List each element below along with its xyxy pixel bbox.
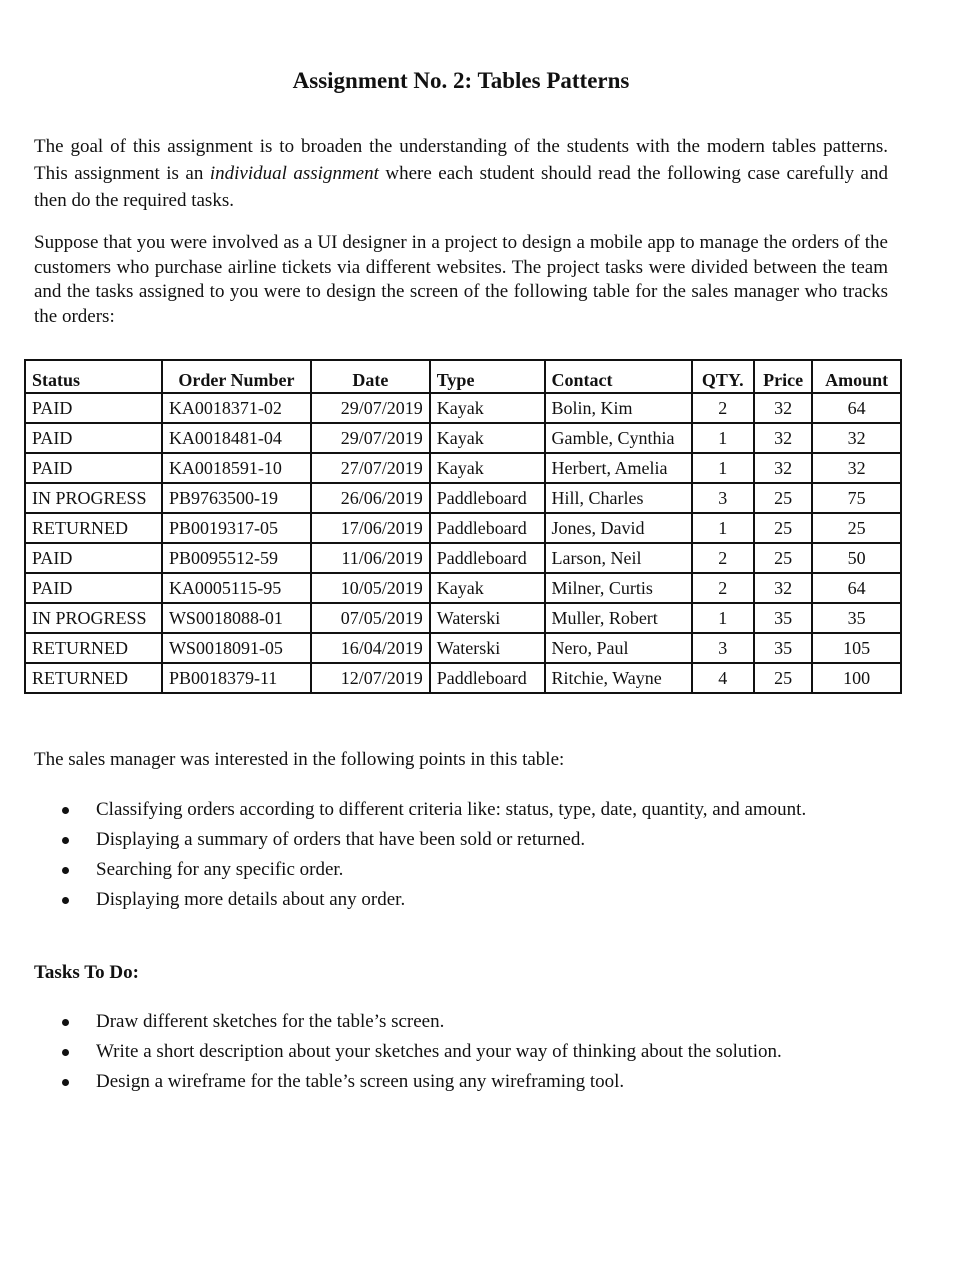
- cell-contact: Larson, Neil: [545, 543, 692, 573]
- cell-qty: 3: [692, 633, 754, 663]
- cell-date: 26/06/2019: [311, 483, 430, 513]
- header-price: Price: [754, 360, 812, 393]
- cell-type: Kayak: [430, 423, 545, 453]
- list-item: [34, 1067, 782, 1097]
- cell-amount: 35: [812, 603, 901, 633]
- cell-date: 29/07/2019: [311, 393, 430, 423]
- cell-price: 25: [754, 543, 812, 573]
- bullet-icon: [62, 867, 69, 874]
- bullet-icon: [62, 807, 69, 814]
- header-order-number: Order Number: [162, 360, 311, 393]
- cell-amount: 75: [812, 483, 901, 513]
- cell-price: 32: [754, 393, 812, 423]
- header-date: Date: [311, 360, 430, 393]
- table-row: [25, 633, 901, 663]
- cell-order-number: WS0018091-05: [162, 633, 311, 663]
- cell-amount: 64: [812, 573, 901, 603]
- header-type: Type: [430, 360, 545, 393]
- cell-order-number: PB9763500-19: [162, 483, 311, 513]
- header-amount: Amount: [812, 360, 901, 393]
- header-qty: QTY.: [692, 360, 754, 393]
- table-row: [25, 483, 901, 513]
- page-title: Assignment No. 2: Tables Patterns: [292, 68, 630, 93]
- cell-contact: Muller, Robert: [545, 603, 692, 633]
- cell-qty: 2: [692, 393, 754, 423]
- cell-order-number: KA0018591-10: [162, 453, 311, 483]
- cell-amount: 64: [812, 393, 901, 423]
- table-row: [25, 423, 901, 453]
- cell-qty: 4: [692, 663, 754, 693]
- cell-order-number: PB0095512-59: [162, 543, 311, 573]
- list-item-text: Searching for any specific order.: [96, 859, 344, 880]
- orders-table: [24, 359, 902, 694]
- header-contact: Contact: [545, 360, 692, 393]
- bullet-icon: [62, 1019, 69, 1026]
- cell-qty: 2: [692, 573, 754, 603]
- cell-status: PAID: [25, 423, 162, 453]
- cell-order-number: PB0019317-05: [162, 513, 311, 543]
- table-row: [25, 663, 901, 693]
- list-item: [34, 1037, 782, 1067]
- cell-qty: 1: [692, 513, 754, 543]
- table-row: [25, 543, 901, 573]
- list-item: [34, 825, 806, 855]
- list-item-text: Write a short description about your sketches and your way of thinking about the solution.: [96, 1041, 782, 1062]
- cell-status: RETURNED: [25, 633, 162, 663]
- cell-amount: 105: [812, 633, 901, 663]
- cell-date: 11/06/2019: [311, 543, 430, 573]
- table-row: [25, 603, 901, 633]
- cell-type: Paddleboard: [430, 513, 545, 543]
- cell-date: 07/05/2019: [311, 603, 430, 633]
- list-item: [34, 855, 806, 885]
- cell-amount: 50: [812, 543, 901, 573]
- list-item: [34, 1007, 782, 1037]
- list-item: [34, 885, 806, 915]
- cell-status: RETURNED: [25, 663, 162, 693]
- cell-status: IN PROGRESS: [25, 483, 162, 513]
- scenario-paragraph: Suppose that you were involved as a UI designer in a project to design a mobile app to manage the orders of the customers who purchase airline tickets via different websites. The project tasks were divided between the team and the tasks assigned to you were to design the screen of the following table for the sales manager who tracks the orders:: [34, 232, 888, 327]
- cell-contact: Bolin, Kim: [545, 393, 692, 423]
- cell-type: Paddleboard: [430, 483, 545, 513]
- cell-type: Kayak: [430, 453, 545, 483]
- cell-type: Paddleboard: [430, 663, 545, 693]
- cell-status: IN PROGRESS: [25, 603, 162, 633]
- cell-amount: 32: [812, 423, 901, 453]
- list-item-text: Classifying orders according to different criteria like: status, type, date, quantity, and amount.: [96, 799, 807, 820]
- cell-price: 35: [754, 633, 812, 663]
- goal-text-emphasis: individual assignment: [209, 163, 379, 184]
- bullet-icon: [62, 837, 69, 844]
- goal-text-start: The goal of this assignment is to broaden the understanding of the students with the modern tables patterns. This assignment is an: [34, 136, 888, 184]
- table-row: [25, 513, 901, 543]
- list-item-text: Design a wireframe for the table’s screen using any wireframing tool.: [96, 1071, 625, 1092]
- cell-price: 32: [754, 423, 812, 453]
- cell-qty: 1: [692, 423, 754, 453]
- cell-amount: 25: [812, 513, 901, 543]
- cell-price: 35: [754, 603, 812, 633]
- cell-order-number: KA0005115-95: [162, 573, 311, 603]
- cell-date: 29/07/2019: [311, 423, 430, 453]
- table-row: [25, 573, 901, 603]
- list-item-text: Displaying more details about any order.: [96, 889, 406, 910]
- cell-contact: Ritchie, Wayne: [545, 663, 692, 693]
- bullet-icon: [62, 897, 69, 904]
- cell-status: PAID: [25, 453, 162, 483]
- cell-contact: Nero, Paul: [545, 633, 692, 663]
- cell-contact: Hill, Charles: [545, 483, 692, 513]
- list-item-text: Draw different sketches for the table’s screen.: [96, 1011, 445, 1032]
- cell-order-number: KA0018481-04: [162, 423, 311, 453]
- cell-order-number: KA0018371-02: [162, 393, 311, 423]
- cell-date: 10/05/2019: [311, 573, 430, 603]
- cell-contact: Herbert, Amelia: [545, 453, 692, 483]
- interest-intro: The sales manager was interested in the following points in this table:: [34, 749, 565, 770]
- cell-status: PAID: [25, 543, 162, 573]
- cell-type: Kayak: [430, 573, 545, 603]
- cell-qty: 1: [692, 603, 754, 633]
- cell-date: 12/07/2019: [311, 663, 430, 693]
- cell-date: 27/07/2019: [311, 453, 430, 483]
- cell-price: 25: [754, 513, 812, 543]
- cell-order-number: WS0018088-01: [162, 603, 311, 633]
- cell-contact: Jones, David: [545, 513, 692, 543]
- cell-amount: 32: [812, 453, 901, 483]
- cell-amount: 100: [812, 663, 901, 693]
- cell-date: 17/06/2019: [311, 513, 430, 543]
- cell-order-number: PB0018379-11: [162, 663, 311, 693]
- cell-status: PAID: [25, 393, 162, 423]
- goal-text-end: where each student should read the following case carefully and then do the required tasks.: [34, 163, 888, 211]
- cell-type: Paddleboard: [430, 543, 545, 573]
- cell-type: Waterski: [430, 603, 545, 633]
- cell-date: 16/04/2019: [311, 633, 430, 663]
- cell-type: Kayak: [430, 393, 545, 423]
- cell-status: PAID: [25, 573, 162, 603]
- list-item: [34, 795, 806, 825]
- tasks-list: [34, 1007, 782, 1097]
- table-row: [25, 453, 901, 483]
- cell-qty: 1: [692, 453, 754, 483]
- bullet-icon: [62, 1079, 69, 1086]
- cell-type: Waterski: [430, 633, 545, 663]
- cell-status: RETURNED: [25, 513, 162, 543]
- list-item-text: Displaying a summary of orders that have been sold or returned.: [96, 829, 586, 850]
- cell-qty: 3: [692, 483, 754, 513]
- header-status: Status: [25, 360, 162, 393]
- cell-price: 25: [754, 663, 812, 693]
- cell-contact: Gamble, Cynthia: [545, 423, 692, 453]
- interest-list: [34, 795, 806, 915]
- cell-price: 32: [754, 453, 812, 483]
- table-row: [25, 393, 901, 423]
- cell-price: 32: [754, 573, 812, 603]
- tasks-heading: Tasks To Do:: [34, 962, 139, 983]
- cell-contact: Milner, Curtis: [545, 573, 692, 603]
- goal-paragraph: [34, 133, 888, 214]
- cell-qty: 2: [692, 543, 754, 573]
- cell-price: 25: [754, 483, 812, 513]
- bullet-icon: [62, 1049, 69, 1056]
- table-header-row: [25, 360, 901, 393]
